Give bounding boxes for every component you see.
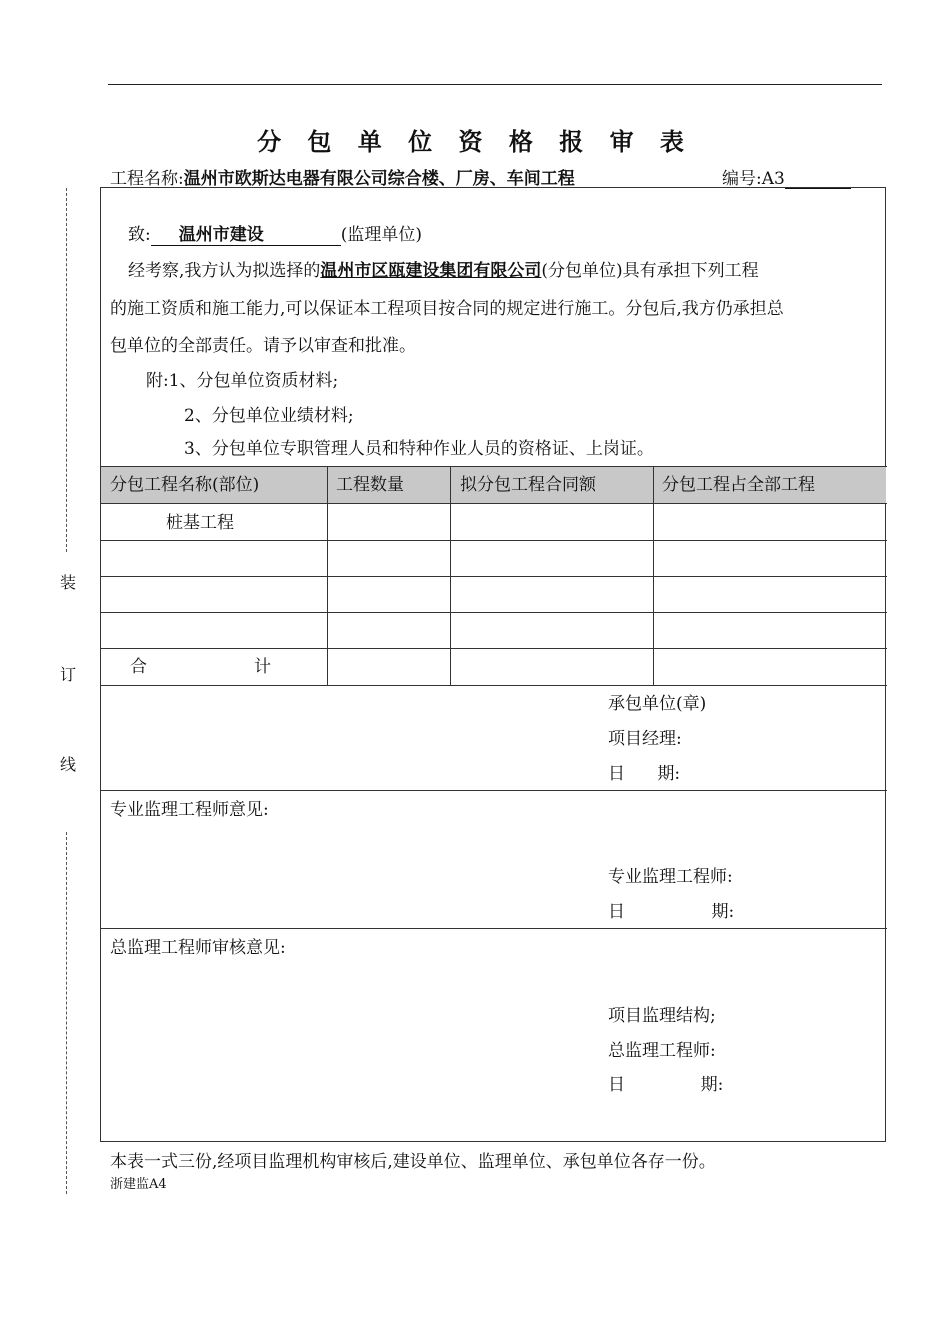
specialist-date-label: 日 期: — [608, 902, 735, 922]
page-title: 分 包 单 位 资 格 报 审 表 — [257, 128, 693, 156]
binding-dashed-line-top — [66, 188, 67, 552]
binding-char-xian: 线 — [60, 755, 77, 774]
form-code: 浙建监A4 — [110, 1177, 167, 1192]
specialist-signature-label: 专业监理工程师: — [608, 867, 733, 887]
contractor-seal-label: 承包单位(章) — [608, 694, 707, 714]
table-header-quantity: 工程数量 — [336, 475, 404, 495]
footer-note: 本表一式三份,经项目监理机构审核后,建设单位、监理单位、承包单位各存一份。 — [110, 1152, 716, 1172]
supervision-org-label: 项目监理结构; — [608, 1006, 716, 1026]
top-rule — [108, 84, 882, 85]
chief-date-label: 日 期: — [608, 1075, 724, 1095]
chief-signature-label: 总监理工程师: — [608, 1041, 716, 1061]
table-col-line — [653, 466, 654, 685]
form-number — [722, 164, 851, 189]
addressee-label: 致: — [128, 225, 151, 245]
form-number-label: 编号:A3 — [722, 169, 785, 189]
table-header-name: 分包工程名称(部位) — [110, 475, 260, 495]
intro-suffix: (分包单位)具有承担下列工程 — [541, 261, 759, 281]
total-label-he: 合 — [130, 657, 147, 677]
table-header-percentage: 分包工程占全部工程 — [662, 475, 815, 495]
table-line — [100, 576, 887, 577]
section-divider — [100, 790, 887, 791]
binding-dashed-line-bottom — [66, 832, 67, 1194]
attachment-3: 3、分包单位专职管理人员和特种作业人员的资格证、上岗证。 — [184, 439, 654, 459]
table-cell-project-name: 桩基工程 — [166, 513, 234, 533]
subcontractor-name[interactable]: 温州市区瓯建设集团有限公司 — [320, 261, 542, 281]
project-name-line — [110, 164, 575, 189]
attachment-2: 2、分包单位业绩材料; — [184, 406, 354, 426]
section-divider — [100, 928, 887, 929]
table-col-line — [327, 466, 328, 685]
table-line — [100, 612, 887, 613]
project-name-label: 工程名称: — [110, 169, 184, 189]
table-header-contract-amount: 拟分包工程合同额 — [460, 475, 596, 495]
contractor-date-label: 日 期: — [608, 764, 681, 784]
project-manager-label: 项目经理: — [608, 729, 682, 749]
table-line — [100, 540, 887, 541]
intro-paragraph-line2: 的施工资质和施工能力,可以保证本工程项目按合同的规定进行施工。分包后,我方仍承担总 — [110, 299, 784, 319]
binding-char-ding: 订 — [60, 665, 77, 684]
specialist-opinion-label: 专业监理工程师意见: — [110, 800, 269, 820]
intro-paragraph-line1 — [128, 256, 759, 281]
intro-paragraph-line3: 包单位的全部责任。请予以审查和批准。 — [110, 336, 416, 356]
table-col-line — [450, 466, 451, 685]
table-line — [100, 648, 887, 649]
table-line — [100, 685, 887, 686]
addressee-value[interactable]: 温州市建设 — [151, 220, 341, 246]
chief-opinion-label: 总监理工程师审核意见: — [110, 938, 286, 958]
addressee-line — [128, 220, 422, 246]
table-line — [100, 466, 887, 467]
attachment-1: 附:1、分包单位资质材料; — [146, 371, 339, 391]
binding-char-zhuang: 装 — [60, 573, 77, 592]
table-line — [100, 503, 887, 504]
intro-prefix: 经考察,我方认为拟选择的 — [128, 261, 321, 281]
addressee-suffix: (监理单位) — [340, 225, 422, 245]
total-label-ji: 计 — [254, 657, 271, 677]
project-name-value: 温州市欧斯达电器有限公司综合楼、厂房、车间工程 — [183, 169, 575, 189]
